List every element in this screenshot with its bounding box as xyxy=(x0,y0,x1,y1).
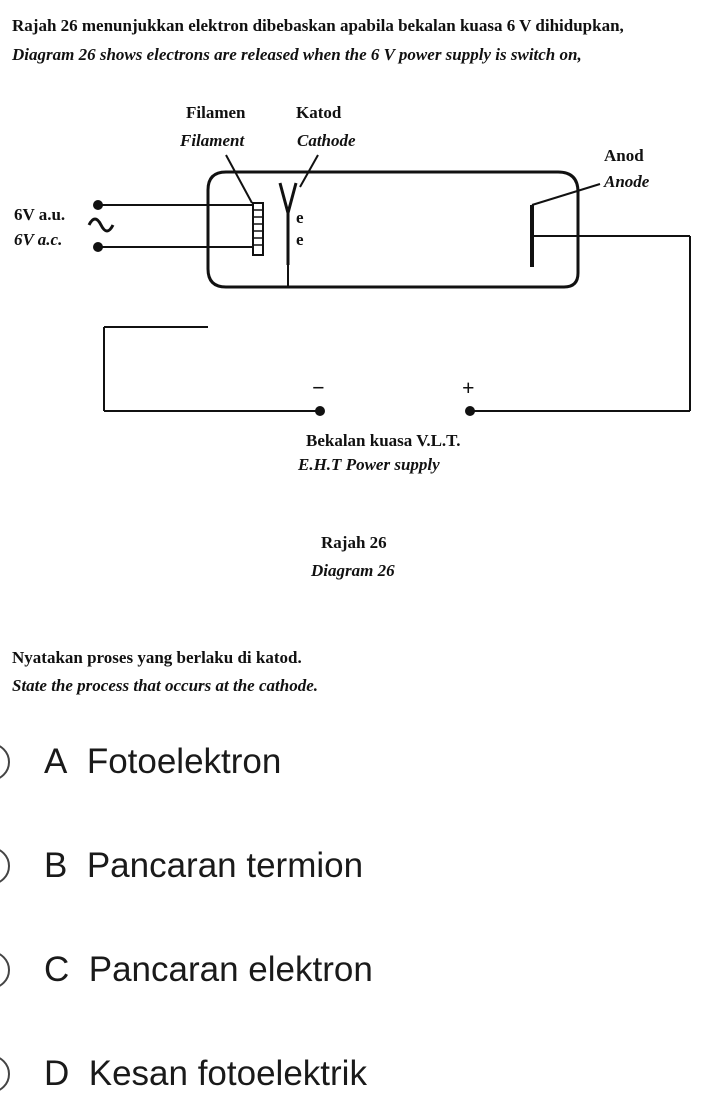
ac-terminal xyxy=(93,200,103,210)
eht-negative-sign: − xyxy=(312,375,325,400)
option-b[interactable] xyxy=(0,836,719,896)
question-line-malay: Rajah 26 menunjukkan elektron dibebaskan apabila bekalan kuasa 6 V dihidupkan, xyxy=(12,16,624,35)
cathode-plate xyxy=(280,183,296,265)
option-letter: B xyxy=(44,846,68,885)
diagram-caption-en: Diagram 26 xyxy=(311,561,395,580)
filament-coil xyxy=(253,203,263,255)
ac-symbol-icon xyxy=(89,219,113,231)
cathode-ray-tube-diagram xyxy=(0,95,719,595)
cathode-label-ms: Katod xyxy=(296,103,342,122)
ac-terminal xyxy=(93,242,103,252)
anode-label-ms: Anod xyxy=(604,146,644,165)
option-letter: A xyxy=(44,742,68,781)
filament-label-ms: Filamen xyxy=(186,103,246,122)
anode-leader-line xyxy=(532,184,600,205)
radio-button[interactable] xyxy=(0,847,10,885)
radio-button[interactable] xyxy=(0,743,10,781)
question-line-english: Diagram 26 shows electrons are released when the 6 V power supply is switch on, xyxy=(12,45,582,64)
ac-supply-label-en: 6V a.c. xyxy=(14,230,63,249)
eht-supply-label-ms: Bekalan kuasa V.L.T. xyxy=(306,431,461,450)
eht-positive-sign: + xyxy=(462,375,475,400)
option-text: Fotoelektron xyxy=(86,742,282,781)
radio-button[interactable] xyxy=(0,1055,10,1093)
option-a[interactable] xyxy=(0,732,719,792)
option-text: Kesan fotoelektrik xyxy=(88,1054,367,1093)
option-c[interactable] xyxy=(0,940,719,1000)
anode-label-en: Anode xyxy=(604,172,650,191)
option-d[interactable] xyxy=(0,1044,719,1104)
electron-symbol: e xyxy=(296,230,304,249)
option-letter: D xyxy=(44,1054,70,1093)
electron-symbol: e xyxy=(296,208,304,227)
ac-supply-label-ms: 6V a.u. xyxy=(14,205,66,224)
option-text: Pancaran termion xyxy=(86,846,364,885)
option-letter: C xyxy=(44,950,70,989)
eht-negative-terminal xyxy=(315,406,325,416)
option-text: Pancaran elektron xyxy=(88,950,373,989)
prompt-english: State the process that occurs at the cathode. xyxy=(12,676,318,695)
prompt-malay: Nyatakan proses yang berlaku di katod. xyxy=(12,648,302,667)
eht-positive-terminal xyxy=(465,406,475,416)
eht-supply-label-en: E.H.T Power supply xyxy=(298,455,440,474)
radio-button[interactable] xyxy=(0,951,10,989)
cathode-label-en: Cathode xyxy=(297,131,356,150)
filament-leader-line xyxy=(226,155,252,203)
filament-label-en: Filament xyxy=(180,131,245,150)
diagram-caption-ms: Rajah 26 xyxy=(321,533,387,552)
